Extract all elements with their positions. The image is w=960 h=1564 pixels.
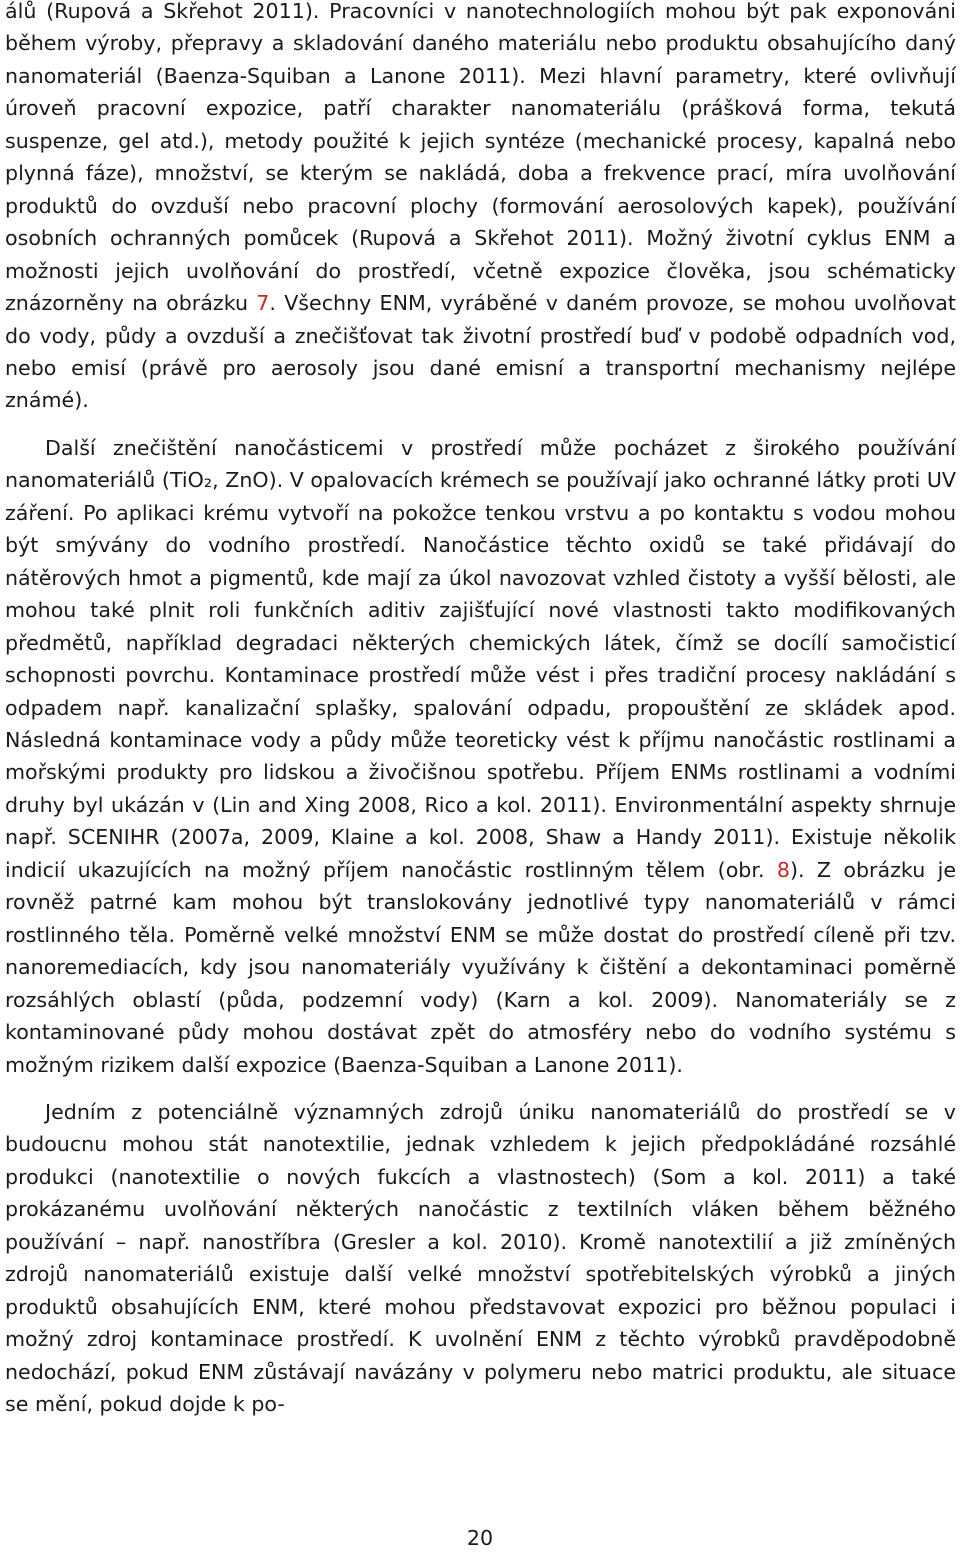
paragraph-1-text-b: . Všechny ENM, vyráběné v daném provoze, se mohou uvolňovat do vody, půdy a ovzduší a znečišťovat tak životní prostředí buď v podobě odpadních vod, nebo emisí (právě pro aerosoly jsou dané emisní a transportní mechanismy nejlépe známé). — [5, 291, 956, 413]
paragraph-3-text: Jedním z potenciálně významných zdrojů úniku nanomateriálů do prostředí se v budoucnu mohou stát nanotextilie, jednak vzhledem k jejich předpokládáné rozsáhlé produkci (nanotextilie o nových fukcích a vlastnostech) (Som a kol. 2011) a také prokázanému uvolňování některých nanočástic z textilních vláken během běžného používání – např. nanostříbra (Gresler a kol. 2010). Kromě nanotextilií a již zmíněných zdrojů nanomateriálů existuje další velké množství spotřebitelských výrobků a jiných produktů obsahujících ENM, které mohou představovat expozici pro běžnou populaci i možný zdroj kontaminace prostředí. K uvolnění ENM z těchto výrobků pravděpodobně nedochází, pokud ENM zůstávají navázány v polymeru nebo matrici produktu, ale situace se mění, pokud dojde k po- — [5, 1099, 956, 1417]
paragraph-1 — [5, 0, 956, 417]
figure-reference-7[interactable]: 7 — [256, 291, 270, 316]
document-page — [5, 0, 956, 1420]
paragraph-gap — [5, 1081, 956, 1096]
paragraph-3 — [5, 1096, 956, 1421]
paragraph-2 — [5, 432, 956, 1081]
paragraph-2-text-b: ). Z obrázku je rovněž patrné kam mohou být translokovány jednotlivé typy nanomateriálů v rámci rostlinného těla. Poměrně velké množství ENM se může dostat do prostředí cíleně při tzv. nanoremediacích, kdy jsou nanomateriály využívány k čištění a dekontaminaci poměrně rozsáhlých oblastí (půda, podzemní vody) (Karn a kol. 2009). Nanomateriály se z kontaminované půdy mohou dostávat zpět do atmosféry nebo do vodního systému s možným rizikem další expozice (Baenza-Squiban a Lanone 2011). — [5, 857, 956, 1077]
page-number: 20 — [466, 1526, 494, 1550]
paragraph-2-text-a: Další znečištění nanočásticemi v prostředí může pocházet z širokého používání nanomateriálů (TiO₂, ZnO). V opalovacích krémech se používají jako ochranné látky proti UV záření. Po aplikaci krému vytvoří na pokožce tenkou vrstvu a po kontaktu s vodou mohou být smývány do vodního prostředí. Nanočástice těchto oxidů se také přidávají do nátěrových hmot a pigmentů, kde mají za úkol navozovat vzhled čistoty a vyšší bělosti, ale mohou také plnit roli funkčních aditiv zajišťující nové vlastnosti takto modifikovaných předmětů, například degradaci některých chemických látek, čímž se docílí samočisticí schopnosti povrchu. Kontaminace prostředí může vést i přes tradiční procesy nakládání s odpadem např. kanalizační splašky, spalování odpadu, propouštění ze skládek apod. Následná kontaminace vody a půdy může teoreticky vést k příjmu nanočástic rostlinami a mořskými produkty pro lidskou a živočišnou spotřebu. Příjem ENMs rostlinami a vodními druhy byl ukázán v (Lin and Xing 2008, Rico a kol. 2011). Environmentální aspekty shrnuje např. SCENIHR (2007a, 2009, Klaine a kol. 2008, Shaw a Handy 2011). Existuje několik indicií ukazujících na možný příjem nanočástic rostlinným tělem (obr. — [5, 435, 956, 882]
figure-reference-8[interactable]: 8 — [776, 857, 790, 882]
paragraph-1-text-a: álů (Rupová a Skřehot 2011). Pracovníci v nanotechnologiích mohou být pak exponováni během výroby, přepravy a skladování daného materiálu nebo produktu obsahujícího daný nanomateriál (Baenza-Squiban a Lanone 2011). Mezi hlavní parametry, které ovlivňují úroveň pracovní expozice, patří charakter nanomateriálu (prášková forma, tekutá suspenze, gel atd.), metody použité k jejich syntéze (mechanické procesy, kapalná nebo plynná fáze), množství, se kterým se nakládá, doba a frekvence prací, míra uvolňování produktů do ovzduší nebo pracovní plochy (formování aerosolových kapek), používání osobních ochranných pomůcek (Rupová a Skřehot 2011). Možný životní cyklus ENM a možnosti jejich uvolňování do prostředí, včetně expozice člověka, jsou schématicky znázorněny na obrázku — [5, 0, 956, 316]
paragraph-gap — [5, 417, 956, 432]
